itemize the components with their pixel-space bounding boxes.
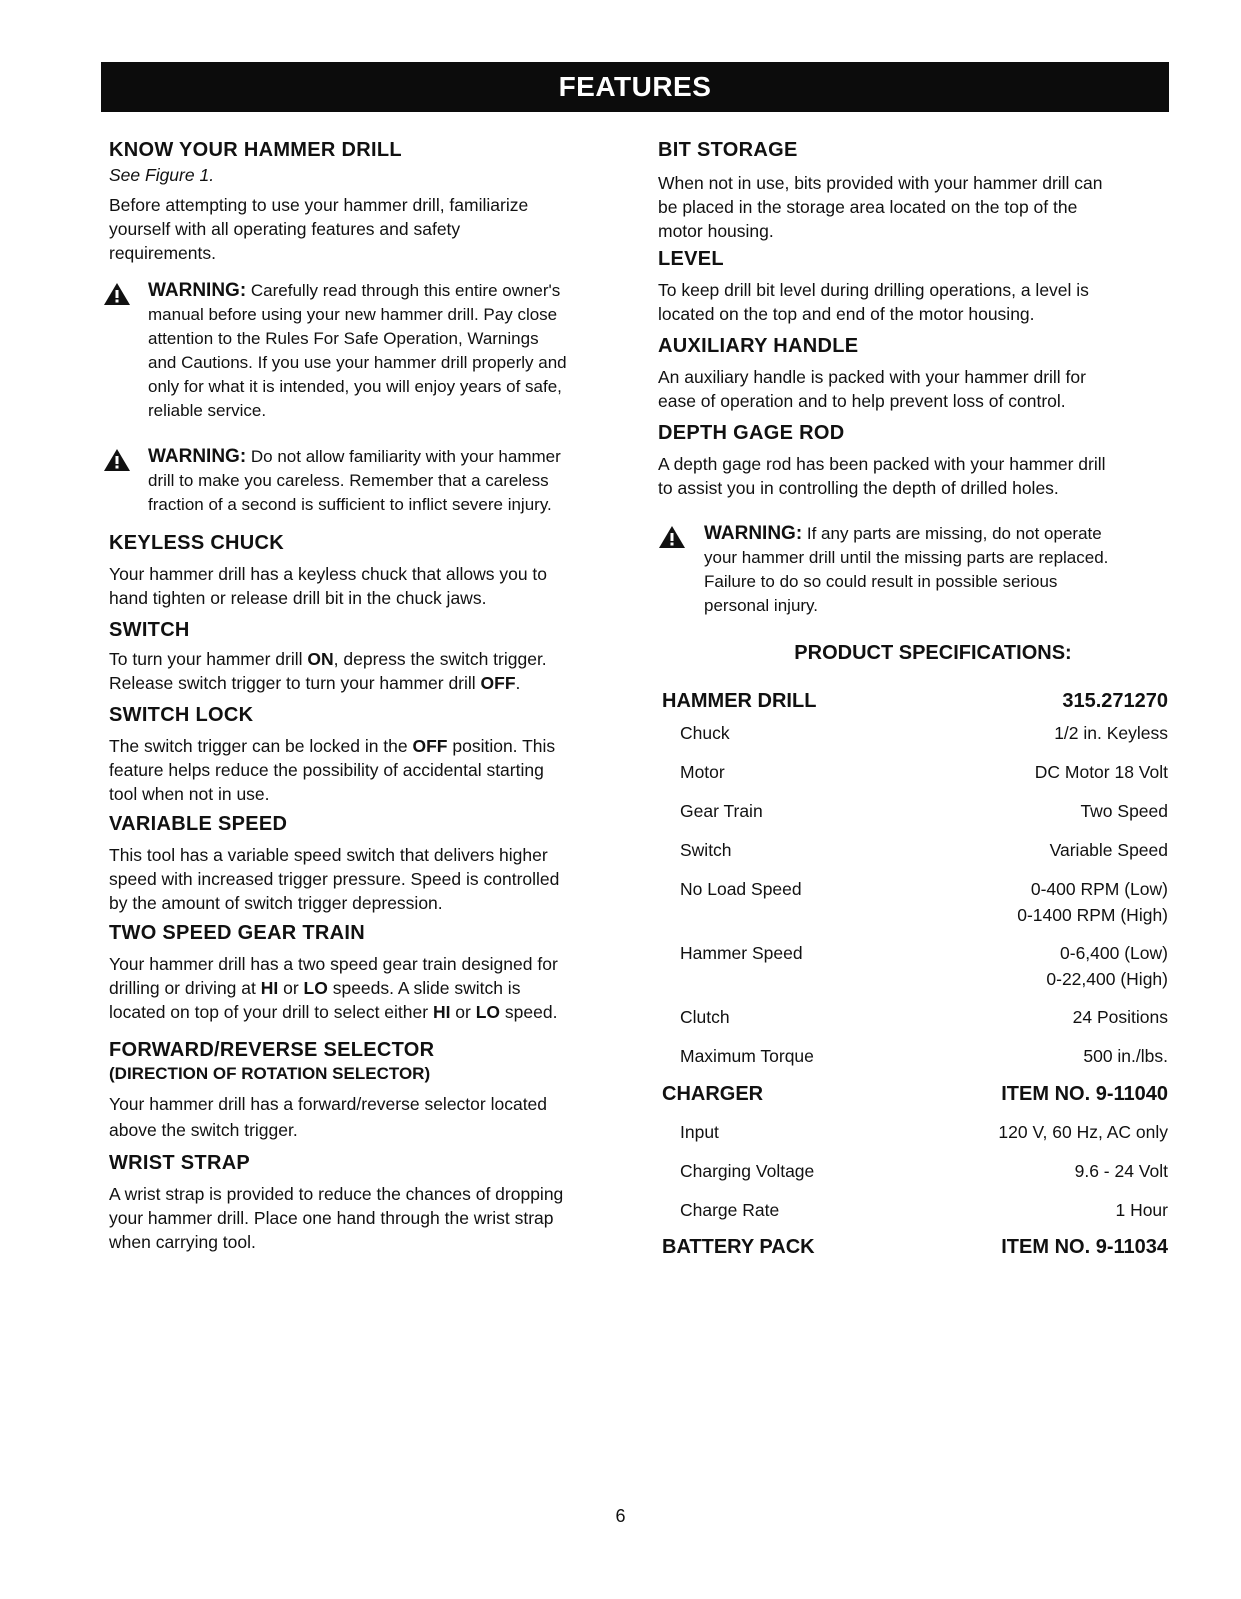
text-line: A wrist strap is provided to reduce the chances of dropping [109,1184,564,1204]
spec-section-hammer-drill [658,688,1168,714]
spec-value: 0-6,400 (Low) 0-22,400 (High) [1046,943,1168,989]
warning-triangle-icon [103,282,131,306]
text-line: be placed in the storage area located on the top of the [658,197,1078,217]
text-line: A depth gage rod has been packed with your hammer drill [658,454,1106,474]
know-body [109,193,629,265]
variable-speed-body [109,843,629,915]
switch-body: To turn your hammer drill ON, depress the switch trigger. Release switch trigger to turn your hammer drill OFF. [109,649,547,693]
heading-switch-lock: SWITCH LOCK [109,704,254,726]
spec-label: Charge Rate [680,1200,780,1220]
spec-row [658,1158,1168,1184]
spec-value: DC Motor 18 Volt [1034,762,1168,782]
product-specifications-title: PRODUCT SPECIFICATIONS: [794,642,1072,664]
spec-value: Variable Speed [1049,840,1168,860]
spec-label: Switch [680,840,732,860]
text-line: your hammer drill until the missing parts are replaced. [704,548,1109,567]
text-line: hand tighten or release drill bit in the chuck jaws. [109,588,487,608]
gear-train-body: Your hammer drill has a two speed gear train designed for drilling or driving at HI or LO speeds. A slide switch is located on top of your drill to select either HI or LO speed. [109,954,558,1022]
warning-missing-parts [658,522,1168,618]
text-line: drill to make you careless. Remember that a careless [148,471,549,490]
keyless-body [109,562,629,610]
warning-triangle-icon [658,525,686,549]
spec-row [658,1004,1168,1030]
forward-reverse-body [109,1091,629,1143]
text-line: and Cautions. If you use your hammer drill properly and [148,353,567,372]
spec-row [658,759,1168,785]
heading-variable-speed: VARIABLE SPEED [109,813,288,835]
spec-value: 1/2 in. Keyless [1054,723,1168,743]
spec-value: 9.6 - 24 Volt [1074,1161,1168,1181]
section-banner: FEATURES [101,62,1169,112]
text-line: Your hammer drill has a forward/reverse selector located [109,1094,548,1114]
heading-forward-reverse-selector: FORWARD/REVERSE SELECTOR [109,1039,435,1061]
spec-label: Maximum Torque [680,1046,814,1066]
text-line: Failure to do so could result in possible serious [704,572,1058,591]
warning-label: WARNING: [148,446,247,467]
wrist-strap-body [109,1182,629,1254]
heading-know-your-hammer-drill: KNOW YOUR HAMMER DRILL [109,139,402,161]
spec-row [658,720,1168,746]
spec-label: Hammer Speed [680,943,803,963]
spec-section-model: 315.271270 [1062,690,1168,712]
spec-value: 24 Positions [1072,1007,1168,1027]
text-line: reliable service. [148,401,267,420]
spec-label: Gear Train [680,801,763,821]
spec-value: 0-400 RPM (Low) 0-1400 RPM (High) [1017,879,1168,925]
right-column [658,138,1168,1260]
text-line: If any parts are missing, do not operate [806,524,1102,543]
auxiliary-handle-body [658,365,1168,413]
spec-section-label: HAMMER DRILL [662,690,817,712]
text-line: your hammer drill. Place one hand through the wrist strap [109,1208,554,1228]
text-line: Your hammer drill has a keyless chuck that allows you to [109,564,548,584]
warning-label: WARNING: [148,280,247,301]
spec-label: No Load Speed [680,879,802,899]
left-column [109,138,629,1254]
switch-lock-body: The switch trigger can be locked in the OFF position. This feature helps reduce the possibility of accidental starting tool when not in use. [109,736,556,804]
heading-wrist-strap: WRIST STRAP [109,1152,251,1174]
text-line: only for what it is intended, you will enjoy years of safe, [148,377,562,396]
warning-familiarity [109,445,629,517]
text-line: When not in use, bits provided with your hammer drill can [658,173,1103,193]
level-body [658,278,1168,326]
spec-row [658,1197,1168,1223]
spec-section-charger [658,1081,1168,1107]
heading-two-speed-gear-train: TWO SPEED GEAR TRAIN [109,922,366,944]
spec-section-label: BATTERY PACK [662,1236,815,1258]
spec-row [658,837,1168,863]
spec-value: 1 Hour [1115,1200,1168,1220]
spec-section-item-number: ITEM NO. 9-11040 [1001,1083,1168,1105]
spec-label: Motor [680,762,725,782]
text-line: An auxiliary handle is packed with your hammer drill for [658,367,1086,387]
subheading-direction-of-rotation: (DIRECTION OF ROTATION SELECTOR) [109,1064,431,1083]
text-line: located on the top and end of the motor housing. [658,304,1035,324]
text-line: requirements. [109,243,216,263]
spec-row [658,940,1168,992]
text-line: Do not allow familiarity with your hammer [250,447,561,466]
text-line: To keep drill bit level during drilling operations, a level is [658,280,1089,300]
text-line: when carrying tool. [109,1232,256,1252]
heading-bit-storage: BIT STORAGE [658,139,798,161]
depth-gage-rod-body [658,452,1168,500]
spec-value: 500 in./lbs. [1083,1046,1168,1066]
page-number: 6 [615,1506,626,1526]
spec-row [658,1119,1168,1145]
spec-section-item-number: ITEM NO. 9-11034 [1001,1236,1168,1258]
heading-keyless-chuck: KEYLESS CHUCK [109,532,285,554]
heading-level: LEVEL [658,248,724,270]
text-line: fraction of a second is sufficient to inflict severe injury. [148,495,552,514]
spec-label: Chuck [680,723,730,743]
text-line: Before attempting to use your hammer drill, familiarize [109,195,529,215]
text-line: to assist you in controlling the depth of drilled holes. [658,478,1059,498]
text-line: Carefully read through this entire owner's [250,281,561,300]
spec-label: Input [680,1122,719,1142]
heading-auxiliary-handle: AUXILIARY HANDLE [658,335,859,357]
spec-section-battery-pack [658,1234,1168,1260]
text-line: speed with increased trigger pressure. Speed is controlled [109,869,560,889]
warning-owners-manual [109,279,629,423]
heading-switch: SWITCH [109,619,190,641]
text-line: attention to the Rules For Safe Operation, Warnings [148,329,539,348]
text-line: personal injury. [704,596,819,615]
text-line: This tool has a variable speed switch that delivers higher [109,845,548,865]
spec-value: Two Speed [1080,801,1168,821]
spec-section-label: CHARGER [662,1083,764,1105]
spec-value: 120 V, 60 Hz, AC only [998,1122,1168,1142]
text-line: above the switch trigger. [109,1120,298,1140]
text-line: yourself with all operating features and safety [109,219,461,239]
spec-row [658,1043,1168,1069]
warning-label: WARNING: [704,523,803,544]
figure-reference: See Figure 1. [109,165,215,185]
spec-row [658,876,1168,928]
bit-storage-body [658,171,1168,243]
spec-label: Charging Voltage [680,1161,815,1181]
text-line: motor housing. [658,221,774,241]
heading-depth-gage-rod: DEPTH GAGE ROD [658,422,845,444]
spec-row [658,798,1168,824]
text-line: ease of operation and to help prevent loss of control. [658,391,1066,411]
warning-triangle-icon [103,448,131,472]
text-line: manual before using your new hammer drill. Pay close [148,305,558,324]
text-line: by the amount of switch trigger depression. [109,893,443,913]
specs-table [658,688,1168,1260]
spec-label: Clutch [680,1007,730,1027]
